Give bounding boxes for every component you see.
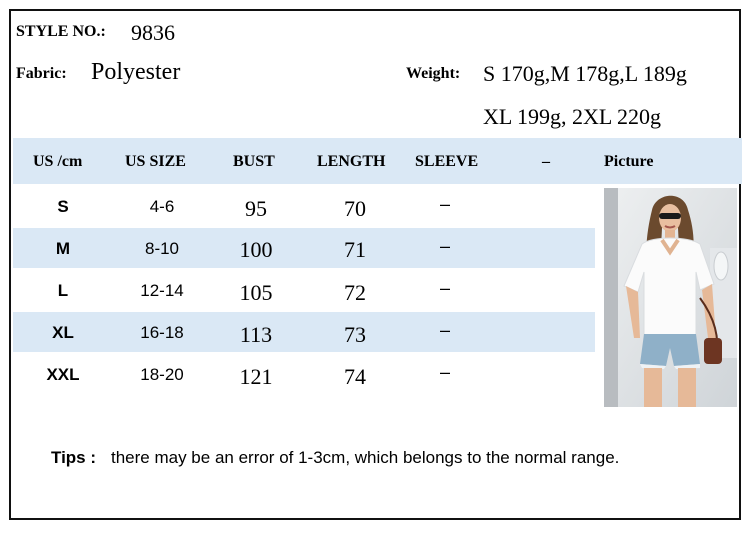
table-cell-size: 4-6 [149, 197, 175, 216]
header-bust: BUST [233, 153, 275, 170]
table-cell-length: 72 [344, 280, 366, 305]
weight-values-line2: XL 199g, 2XL 220g [483, 104, 662, 129]
table-cell-sleeve: – [439, 278, 450, 298]
table-cell-length: 73 [344, 322, 366, 347]
table-cell-size: 8-10 [144, 239, 180, 258]
table-cell-length: 70 [344, 196, 366, 221]
header-length: LENGTH [317, 153, 386, 170]
fabric-value: Polyester [91, 59, 181, 85]
row-band-xl [13, 312, 595, 352]
header-sleeve: SLEEVE [415, 153, 479, 170]
fabric-label: Fabric: [16, 65, 67, 82]
table-cell-us: M [55, 239, 71, 258]
row-band-m [13, 228, 595, 268]
table-cell-length: 71 [344, 237, 366, 262]
tips-text: there may be an error of 1-3cm, which belongs to the normal range. [111, 448, 620, 467]
table-cell-bust: 95 [245, 196, 267, 221]
weight-values-line1: S 170g,M 178g,L 189g [483, 61, 687, 86]
table-cell-sleeve: – [439, 236, 450, 256]
header-us-size: US SIZE [125, 153, 186, 170]
table-cell-us: XXL [46, 365, 80, 384]
header-dash: – [542, 153, 550, 170]
table-cell-sleeve: – [439, 320, 450, 340]
table-cell-bust: 100 [239, 237, 273, 262]
header-picture: Picture [604, 153, 654, 170]
size-chart-frame [9, 9, 741, 520]
table-cell-sleeve: – [439, 194, 450, 214]
table-cell-size: 12-14 [140, 281, 184, 300]
table-cell-bust: 105 [239, 280, 273, 305]
table-cell-length: 74 [344, 364, 366, 389]
table-cell-size: 16-18 [140, 323, 184, 342]
style-number-label: STYLE NO.: [16, 23, 106, 40]
table-cell-bust: 113 [239, 322, 273, 347]
table-cell-us: XL [52, 323, 74, 342]
table-cell-us: L [57, 281, 69, 300]
product-photo [604, 188, 737, 407]
table-cell-sleeve: – [439, 362, 450, 382]
weight-label: Weight: [406, 65, 461, 82]
tips-label: Tips : [51, 448, 97, 467]
table-cell-us: S [57, 197, 69, 216]
table-cell-bust: 121 [239, 364, 273, 389]
header-us-cm: US /cm [33, 153, 83, 170]
style-number-value: 9836 [131, 20, 175, 45]
table-cell-size: 18-20 [140, 365, 184, 384]
